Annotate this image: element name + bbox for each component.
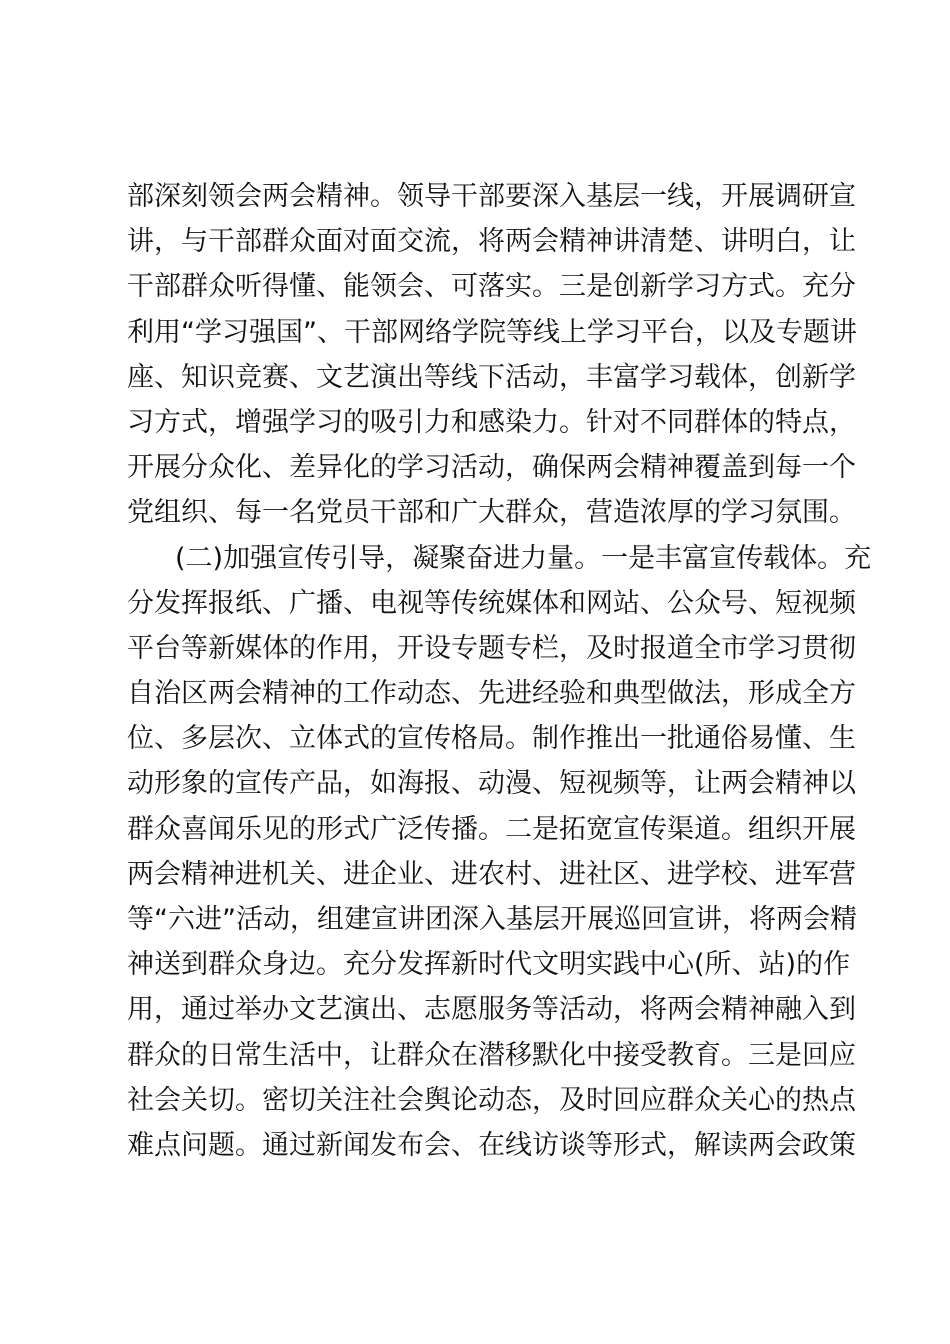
document-body [127,174,872,1168]
text-line: 群众的日常生活中，让群众在潜移默化中接受教育。三是回应 [127,1039,856,1071]
text-line: 用，通过举办文艺演出、志愿服务等活动，将两会精神融入到 [127,994,856,1026]
text-line: 平台等新媒体的作用，开设专题专栏，及时报道全市学习贯彻 [127,632,856,664]
text-line: 分发挥报纸、广播、电视等传统媒体和网站、公众号、短视频 [127,587,856,619]
text-line: 利用“学习强国”、干部网络学院等线上学习平台，以及专题讲 [127,316,857,348]
paragraph-heading-line: (二)加强宣传引导，凝聚奋进力量。一是丰富宣传载体。充 [175,542,872,574]
text-line: 党组织、每一名党员干部和广大群众，营造浓厚的学习氛围。 [127,497,856,529]
text-line: 动形象的宣传产品，如海报、动漫、短视频等，让两会精神以 [127,768,856,800]
text-line: 难点问题。通过新闻发布会、在线访谈等形式，解读两会政策 [127,1129,856,1161]
text-line: 干部群众听得懂、能领会、可落实。三是创新学习方式。充分 [127,271,856,303]
text-line: 部深刻领会两会精神。领导干部要深入基层一线，开展调研宣 [127,181,856,212]
text-line: 等“六进”活动，组建宣讲团深入基层开展巡回宣讲，将两会精 [127,904,857,935]
text-line: 群众喜闻乐见的形式广泛传播。二是拓宽宣传渠道。组织开展 [127,813,856,845]
text-line: 讲，与干部群众面对面交流，将两会精神讲清楚、讲明白，让 [127,226,856,258]
text-line: 位、多层次、立体式的宣传格局。制作推出一批通俗易懂、生 [127,723,856,755]
text-line: 开展分众化、差异化的学习活动，确保两会精神覆盖到每一个 [127,452,856,484]
text-line: 神送到群众身边。充分发挥新时代文明实践中心(所、站)的作 [127,949,851,981]
text-line: 两会精神进机关、进企业、进农村、进社区、进学校、进军营 [127,858,856,890]
text-line: 习方式，增强学习的吸引力和感染力。针对不同群体的特点， [127,406,856,438]
text-line: 自治区两会精神的工作动态、先进经验和典型做法，形成全方 [127,678,856,710]
text-line: 座、知识竞赛、文艺演出等线下活动，丰富学习载体，创新学 [127,361,856,393]
text-line: 社会关切。密切关注社会舆论动态，及时回应群众关心的热点 [127,1084,856,1116]
paragraph-2 [127,536,872,1169]
paragraph-1 [127,174,857,536]
